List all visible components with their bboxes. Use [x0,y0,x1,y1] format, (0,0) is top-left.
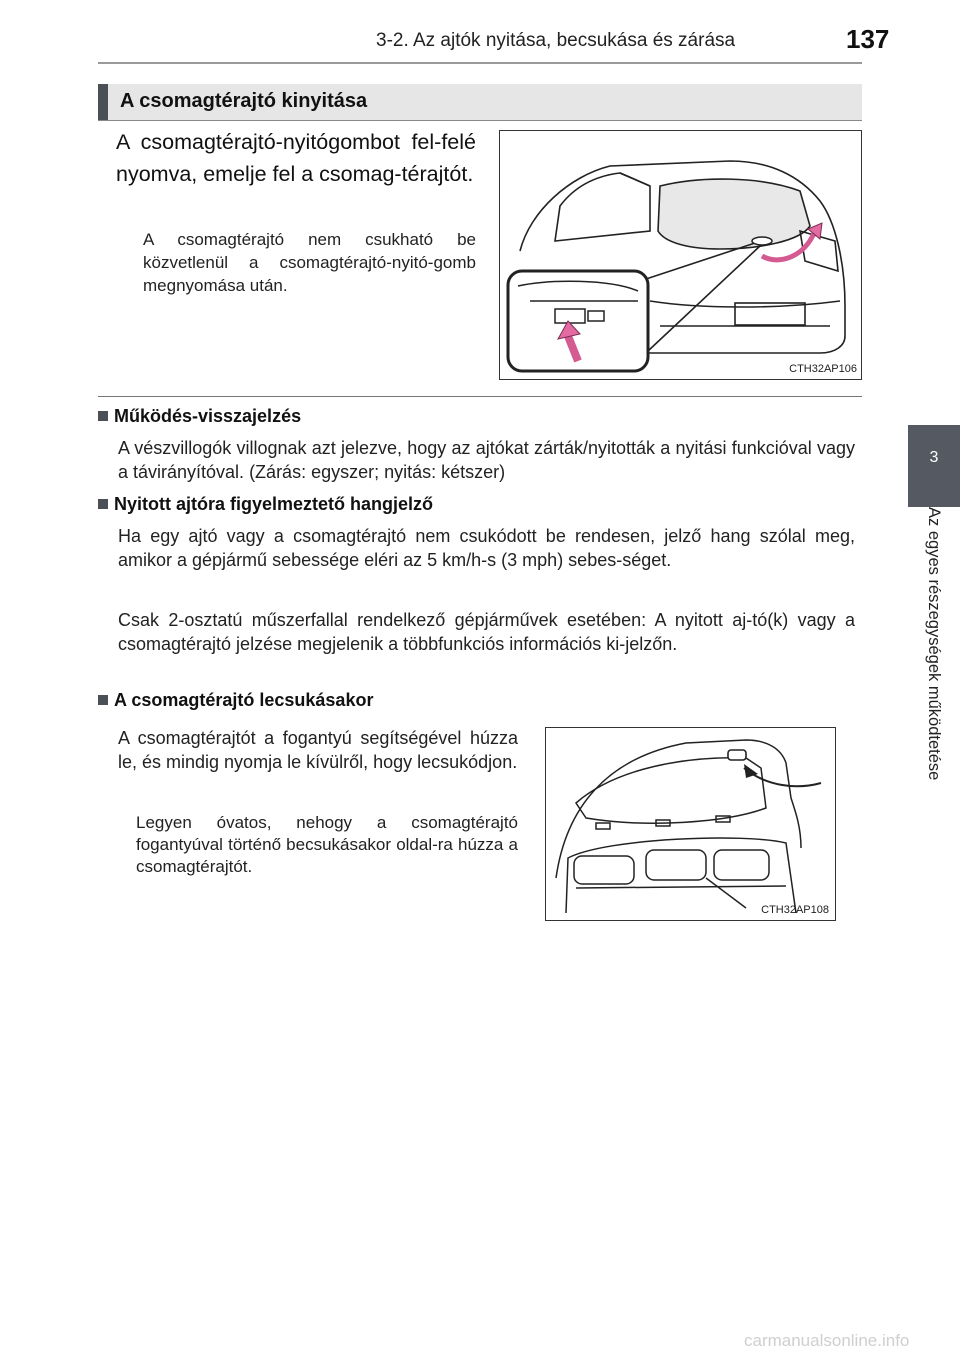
tailgate-handle-illustration [545,727,836,921]
closing-tailgate-note: Legyen óvatos, nehogy a csomagtérajtó fogantyúval történő becsukásakor oldal-ra húzza a csomagtérajtót. [136,813,518,876]
item-heading-operation-feedback [98,406,301,427]
instruction-note: A csomagtérajtó nem csukható be közvetlenül a csomagtérajtó-nyitó-gomb megnyomása után. [143,230,476,295]
square-bullet-icon [98,499,108,509]
page-header-title: 3-2. Az ajtók nyitása, becsukása és zárása [376,30,736,51]
item-heading-closing-tailgate [98,690,373,711]
open-tailgate-illustration [546,728,835,920]
rear-door-open-illustration [499,130,862,380]
section-title: A csomagtérajtó kinyitása [120,90,368,112]
chapter-side-tab[interactable] [908,425,960,507]
header-rule [98,62,862,64]
chapter-side-label-text: Az egyes részegységek működtetése [925,507,943,781]
item-heading-open-door-buzzer [98,494,433,515]
section-banner [98,84,862,120]
car-rear-illustration [500,131,861,379]
open-door-display-paragraph: Csak 2-osztatú műszerfallal rendelkező gépjárművek esetében: A nyitott aj-tó(k) vagy a csomagtérajtó jelzése megjelenik a többfunkciós információs ki-jelzőn. [118,610,855,654]
watermark: carmanualsonline.info [744,1331,910,1350]
figure-code: CTH32AP106 [789,363,857,375]
banner-underline [98,120,862,121]
item-heading-text: Nyitott ajtóra figyelmeztető hangjelző [114,494,434,514]
item-heading-text: Működés-visszajelzés [114,406,302,426]
figure-code: CTH32AP108 [761,904,829,916]
item-heading-text: A csomagtérajtó lecsukásakor [114,690,374,710]
square-bullet-icon [98,411,108,421]
chapter-side-label [908,507,960,862]
chapter-number: 3 [929,449,939,466]
main-instruction: A csomagtérajtó-nyitógombot fel-felé nyomva, emelje fel a csomag-térajtót. [116,130,476,186]
closing-tailgate-paragraph: A csomagtérajtót a fogantyú segítségével húzza le, és mindig nyomja le kívülről, hogy lecsukódjon. [118,728,518,772]
square-bullet-icon [98,695,108,705]
operation-feedback-paragraph: A vészvillogók villognak azt jelezve, hogy az ajtókat zárták/nyitották a nyitási funkcióval vagy a távirányítóval. (Zárás: egyszer; nyitás: kétszer) [118,438,855,482]
page-number: 137 [846,24,890,54]
section-divider [98,396,862,397]
open-door-buzzer-paragraph: Ha egy ajtó vagy a csomagtérajtó nem csukódott be rendesen, jelző hang szólal meg, amikor a gépjármű sebessége eléri az 5 km/h-s (3 mph) sebes-séget. [118,526,855,570]
